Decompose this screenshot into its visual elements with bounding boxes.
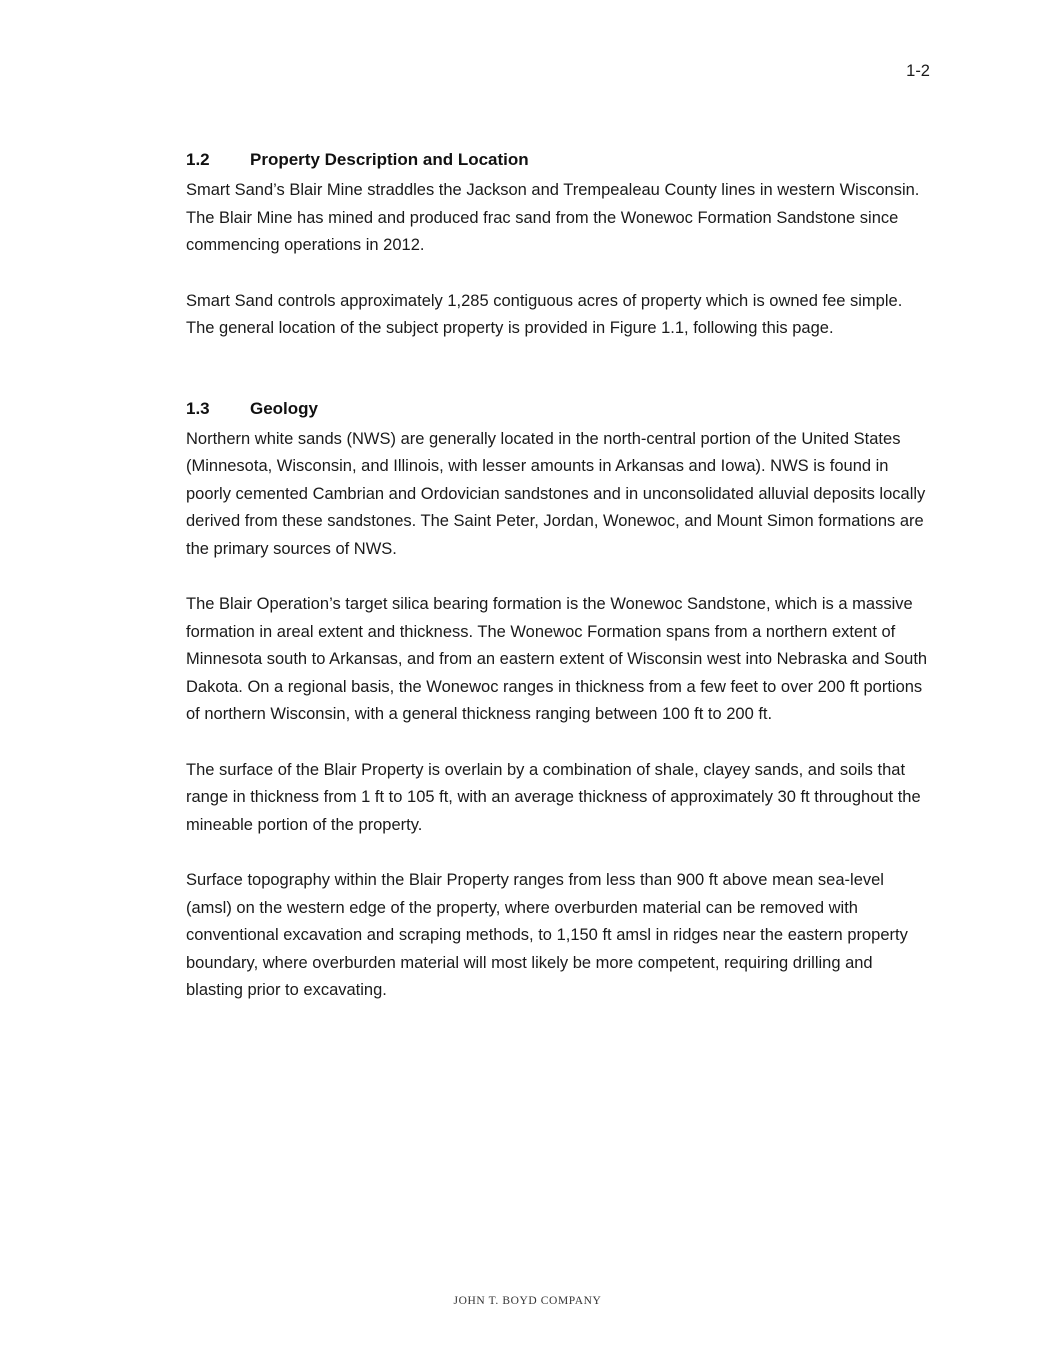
page-content: [186, 146, 930, 1005]
paragraph: Surface topography within the Blair Property ranges from less than 900 ft above mean sea-level (amsl) on the western edge of the property, where overburden material can be removed with conventional excavation and scraping methods, to 1,150 ft amsl in ridges near the eastern property boundary, where overburden material will most likely be more competent, requiring drilling and blasting prior to excavating.: [186, 871, 908, 999]
section-title: Property Description and Location: [250, 150, 529, 169]
section-number: 1.2: [186, 150, 210, 169]
paragraph: The Blair Operation’s target silica bearing formation is the Wonewoc Sandstone, which is a massive formation in areal extent and thickness. The Wonewoc Formation spans from a northern extent of Minnesota south to Arkansas, and from an eastern extent of Wisconsin west into Nebraska and South Dakota. On a regional basis, the Wonewoc ranges in thickness from a few feet to over 200 ft portions of northern Wisconsin, with a general thickness ranging between 100 ft to 200 ft.: [186, 595, 928, 723]
section-number: 1.3: [186, 398, 210, 418]
footer-company-name: JOHN T. BOYD COMPANY: [453, 1295, 602, 1307]
paragraph: Northern white sands (NWS) are generally located in the north-central portion of the United States (Minnesota, Wisconsin, and Illinois, with lesser amounts in Arkansas and Iowa). NWS is found in poorly cemented Cambrian and Ordovician sandstones and in unconsolidated alluvial deposits locally derived from these sandstones. The Saint Peter, Jordan, Wonewoc, and Mount Simon formations are the primary sources of NWS.: [186, 429, 926, 558]
paragraph: The surface of the Blair Property is overlain by a combination of shale, clayey sands, and soils that range in thickness from 1 ft to 105 ft, with an average thickness of approximately 30 ft throughout the mineable portion of the property.: [186, 760, 921, 834]
section-heading: [186, 395, 930, 422]
paragraph: Smart Sand’s Blair Mine straddles the Jackson and Trempealeau County lines in western Wisconsin. The Blair Mine has mined and produced frac sand from the Wonewoc Formation Sandstone since commencing operations in 2012.: [186, 181, 920, 254]
section-geology: [186, 395, 930, 1005]
paragraph: Smart Sand controls approximately 1,285 contiguous acres of property which is owned fee simple. The general location of the subject property is provided in Figure 1.1, following this page.: [186, 291, 903, 337]
page-number: 1-2: [906, 62, 930, 80]
section-property-description: [186, 146, 930, 343]
section-heading: [186, 146, 930, 173]
section-title: Geology: [250, 398, 319, 418]
